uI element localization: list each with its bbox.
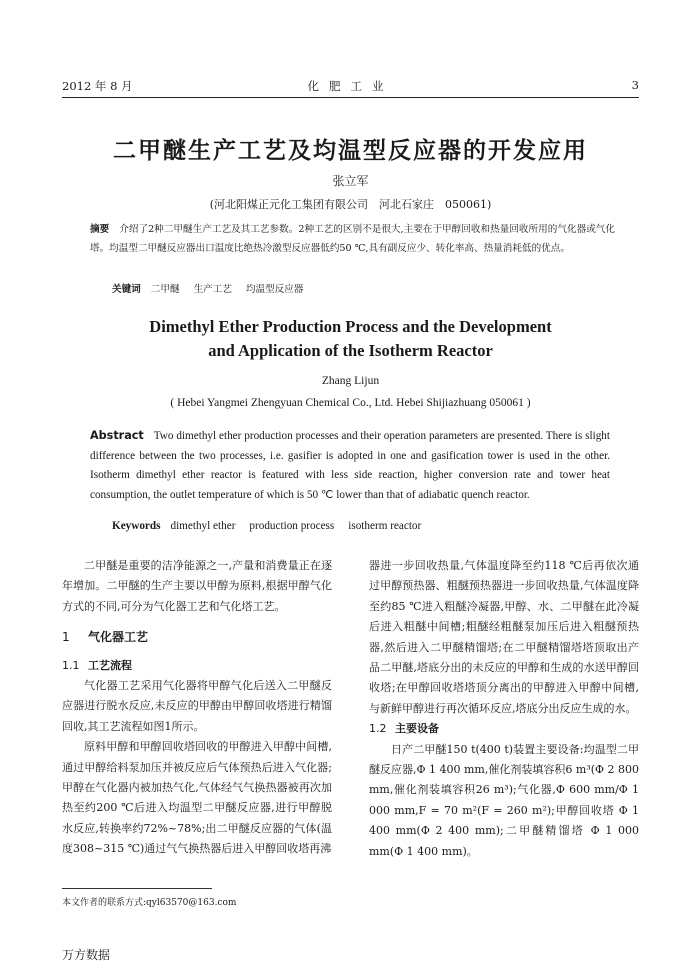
footnote-rule (62, 888, 212, 889)
subsection-title: 工艺流程 (88, 658, 132, 672)
zh-keywords (112, 281, 612, 295)
zh-author: 张立军 (332, 174, 369, 188)
zh-abstract-label: 摘要 (90, 224, 110, 235)
en-keyword: production process (249, 520, 335, 532)
body-paragraph: 二甲醚是重要的洁净能源之一,产量和消费量正在逐年增加。二甲醚的生产主要以甲醇为原料,根据甲醇气化方式的不同,可分为气化器工艺和气化塔工艺。 (62, 559, 332, 613)
en-keywords-label: Keywords (112, 520, 161, 532)
en-title-line: and Application of the Isotherm Reactor (208, 341, 493, 360)
en-abstract (90, 426, 610, 505)
en-author: Zhang Lijun (321, 375, 380, 387)
en-title (62, 315, 639, 363)
running-head (62, 78, 639, 96)
zh-keywords-label: 关键词 (112, 284, 141, 295)
section-number: 1 (62, 630, 70, 645)
issue-date: 2012 年 8 月 (62, 79, 133, 93)
watermark: 万方数据 (62, 948, 111, 962)
zh-title: 二甲醚生产工艺及均温型反应器的开发应用 (113, 138, 588, 164)
subsection-number: 1.1 (62, 658, 80, 672)
en-abstract-label: Abstract (90, 429, 144, 442)
subsection-title: 主要设备 (395, 722, 439, 736)
en-keyword: dimethyl ether (170, 520, 236, 532)
en-abstract-text: Two dimethyl ether production processes and their operation parameters are presented. There is slight difference between the two processes, i.e. gasifier is adopted in one and gasification tower is used in the other. Isotherm dimethyl ether reactor is featured with less side reaction, higher conversion rate and tower heat consumption, the outlet temperature of which is 50 ℃ lower than that of adiabatic quench reactor. (90, 430, 610, 501)
zh-abstract-text: 介绍了2种二甲醚生产工艺及其工艺参数。2种工艺的区别不是很大,主要在于甲醇回收和热量回收所用的气化器或气化塔。均温型二甲醚反应器出口温度比绝热冷激型反应器低约50 ℃,具有副反应少、转化率高、热量消耗低的优点。 (90, 224, 616, 254)
body-paragraph: 器进一步回收热量,气体温度降至约118 ℃后再依次通过甲醇预热器、粗醚预热器进一步回收热量,气体温度降至约85 ℃进入粗醚冷凝器,甲醇、水、二甲醚在此冷凝后进入粗醚中间槽;粗醚经粗醚泵加压后进入粗醚预热器,然后进入二甲醚精馏塔;在二甲醚精馏塔塔顶取出产品二甲醚,塔底分出的未反应的甲醇和生成的水送甲醇回收塔;在甲醇回收塔塔顶分离出的甲醇进入甲醇中间槽,与新鲜甲醇进行再次循环反应,塔底分出反应生成的水。 (369, 559, 639, 715)
page-number: 3 (631, 78, 639, 92)
en-keywords (112, 520, 612, 532)
subsection-heading (62, 656, 332, 676)
body-paragraph: 原料甲醇和甲醇回收塔回收的甲醇进入甲醇中间槽,通过甲醇给料泵加压并被反应后气体预热后进入气化器;甲醇在气化器内被加热气化,气体经气气换热器被再次加热至约200 ℃后进入均温型二甲醚反应器,进行甲醇脱水反应,转换率约72%~78%;出二甲醚反应器的气体(温度308~315 ℃)通过气气换热器后进入甲醇回收塔再沸 (62, 740, 332, 856)
zh-keyword: 生产工艺 (193, 284, 232, 295)
body-column-right (369, 556, 639, 862)
en-affiliation: ( Hebei Yangmei Zhengyuan Chemical Co., Ltd. Hebei Shijiazhuang 050061 ) (170, 397, 531, 409)
body-paragraph: 气化器工艺采用气化器将甲醇气化后送入二甲醚反应器进行脱水反应,未反应的甲醇由甲醇回收塔进行精馏回收,其工艺流程如图1所示。 (62, 679, 332, 733)
zh-affiliation: (河北阳煤正元化工集团有限公司 河北石家庄 050061) (209, 198, 492, 211)
zh-keyword: 二甲醚 (150, 284, 180, 295)
en-keyword: isotherm reactor (348, 520, 422, 532)
zh-abstract (90, 220, 615, 258)
section-heading (62, 627, 332, 647)
author-contact-footnote: 本文作者的联系方式:qyl63570@163.com (62, 898, 237, 908)
section-title: 气化器工艺 (88, 630, 149, 645)
journal-name: 化肥工业 (307, 79, 394, 93)
subsection-number: 1.2 (369, 722, 387, 736)
body-column-left (62, 556, 332, 860)
en-title-line: Dimethyl Ether Production Process and the Development (149, 317, 552, 336)
zh-keyword: 均温型反应器 (245, 284, 304, 295)
body-paragraph: 日产二甲醚150 t(400 t)装置主要设备:均温型二甲醚反应器,Φ 1 400 mm,催化剂装填容积6 m³(Φ 2 800 mm,催化剂装填容积26 m³);气化器,Φ 600 mm/Φ 1 000 mm,F = 70 m²(F = 260 m²);甲醇回收塔 Φ 1 400 mm(Φ 2 400 mm);二甲醚精馏塔 Φ 1 000 mm(Φ 1 400 mm)。 (369, 742, 639, 858)
header-rule (62, 97, 639, 98)
subsection-heading (369, 719, 639, 739)
